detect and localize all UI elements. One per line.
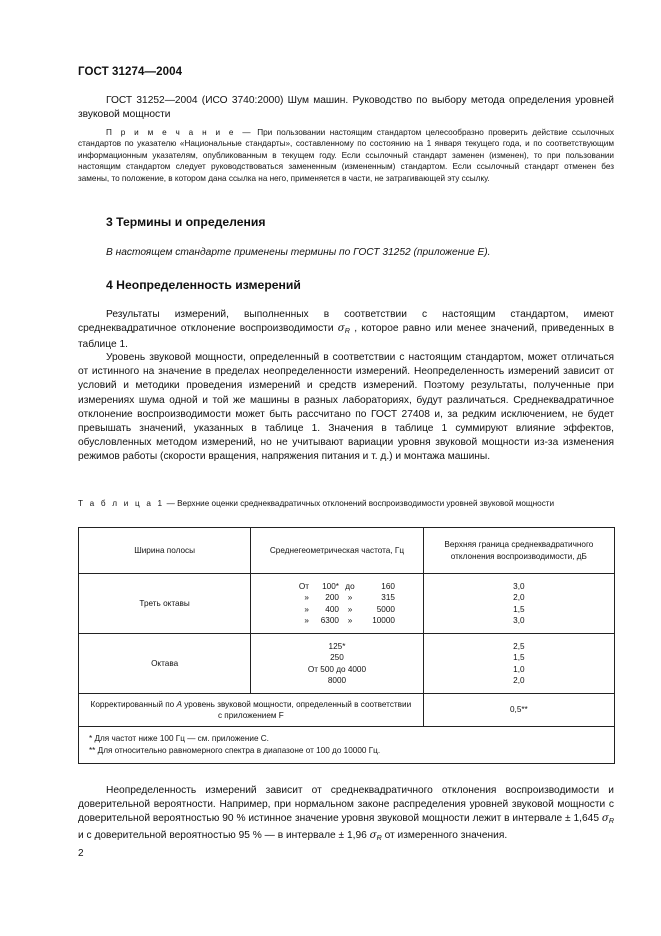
closing-paragraph: Неопределенность измерений зависит от среднеквадратичного отклонения воспроизводимости и доверительной вероятности. Например, при нормальном законе распределения уровней звуковой мощности с доверительной вероятностью 90 % истинное значение уровня звуковой мощности лежит в интервале ± 1,645 $\sigma_R$ и с доверительной вероятностью 95 % — в интервале ± 1,96 $\sigma_R$ от измеренного значения. xyxy=(78,785,614,842)
cell-octave-frequencies: 125* 250 От 500 до 4000 8000 xyxy=(251,634,424,694)
section-4-paragraph-1: Результаты измерений, выполненных в соответствии с настоящим стандартом, имеют среднеквадратичное отклонение воспроизводимости $\sigma_R$ , которое равно или менее значений, приведенных в таблице 1. xyxy=(78,309,614,351)
table-header-row xyxy=(79,528,615,574)
table-row-third-octave xyxy=(79,574,615,634)
cell-weighted-value: 0,5** xyxy=(423,694,614,727)
document-header: ГОСТ 31274—2004 xyxy=(78,66,183,78)
cell-third-octave-values: 3,0 2,0 1,5 3,0 xyxy=(423,574,614,634)
cell-third-octave-frequencies xyxy=(251,574,424,634)
note-paragraph xyxy=(78,127,614,184)
note-label: П р и м е ч а н и е — xyxy=(106,128,253,137)
cell-octave-values: 2,5 1,5 1,0 2,0 xyxy=(423,634,614,694)
cell-footnotes xyxy=(79,727,615,764)
header-upper-bound: Верхняя граница среднеквадратичного отклонения воспроизводимости, дБ xyxy=(423,528,614,574)
section-4-heading: 4 Неопределенность измерений xyxy=(106,278,301,292)
cell-octave-label: Октава xyxy=(79,634,251,694)
cell-third-octave-label: Треть октавы xyxy=(79,574,251,634)
table-footnotes-row xyxy=(79,727,615,764)
section-3-heading: 3 Термины и определения xyxy=(106,215,266,229)
table-1 xyxy=(78,527,615,764)
freq-row: От 100* до 160 xyxy=(298,581,395,591)
header-band-width: Ширина полосы xyxy=(79,528,251,574)
freq-row: » 6300 » 10000 xyxy=(304,616,395,625)
note-text: При пользовании настоящим стандартом целесообразно проверить действие ссылочных стандартов по указателю «Национальные стандарты», составленному по состоянию на 1 января текущего года, и по соответствующим информационным указателям, опубликованным в текущем году. Если ссылочный стандарт заменен (изменен), то при пользовании настоящим стандартом следует руководствоваться замененным (измененным) стандартом. Если ссылочный стандарт отменен без замены, то положение, в котором дана ссылка на него, применяется в части, не затрагивающей эту ссылку. xyxy=(78,128,614,183)
table-1-caption: Т а б л и ц а 1 — Верхние оценки среднеквадратичных отклонений воспроизводимости уровней звуковой мощности xyxy=(78,499,555,508)
sigma-symbol: σ xyxy=(337,323,345,335)
table-row-octave xyxy=(79,634,615,694)
freq-row: » 200 » 315 xyxy=(304,593,395,602)
table-row-weighted xyxy=(79,694,615,727)
section-4-paragraph-2: Уровень звуковой мощности, определенный в соответствии с настоящим стандартом, может отличаться от истинного на значение в пределах неопределенности измерений. Неопределенность измерений зависит от условий и методики проведения измерений и средств измерений. Поэтому результаты, полученные при измерениях шума одной и той же машины в разных лабораториях, будут различаться. Среднеквадратичное отклонение воспроизводимости может быть рассчитано по ГОСТ 27408 и, за редким исключением, не будет превышать значений, указанных в таблице 1. Значения в таблице 1 суммируют влияние эффектов, обусловленных методом измерений, но не учитывают вариации уровня звуковой мощности из-за изменения режимов работы (скорости вращения, напряжения питания и т. д.) и монтажа машины. xyxy=(78,352,614,463)
normative-reference-gost31252: ГОСТ 31252—2004 (ИСО 3740:2000) Шум машин. Руководство по выбору метода определения уровней звуковой мощности xyxy=(78,95,614,121)
footnote-2: ** Для относительно равномерного спектра в диапазоне от 100 до 10000 Гц. xyxy=(89,746,381,755)
page-number: 2 xyxy=(78,848,84,859)
footnote-1: * Для частот ниже 100 Гц — см. приложение С. xyxy=(89,734,269,743)
cell-weighted-label: Корректированный по А уровень звуковой мощности, определенный в соответствии с приложением F xyxy=(79,694,424,727)
freq-row: » 400 » 5000 xyxy=(304,604,395,614)
header-mean-frequency: Среднегеометрическая частота, Гц xyxy=(251,528,424,574)
section-3-text: В настоящем стандарте применены термины по ГОСТ 31252 (приложение Е). xyxy=(106,247,491,258)
